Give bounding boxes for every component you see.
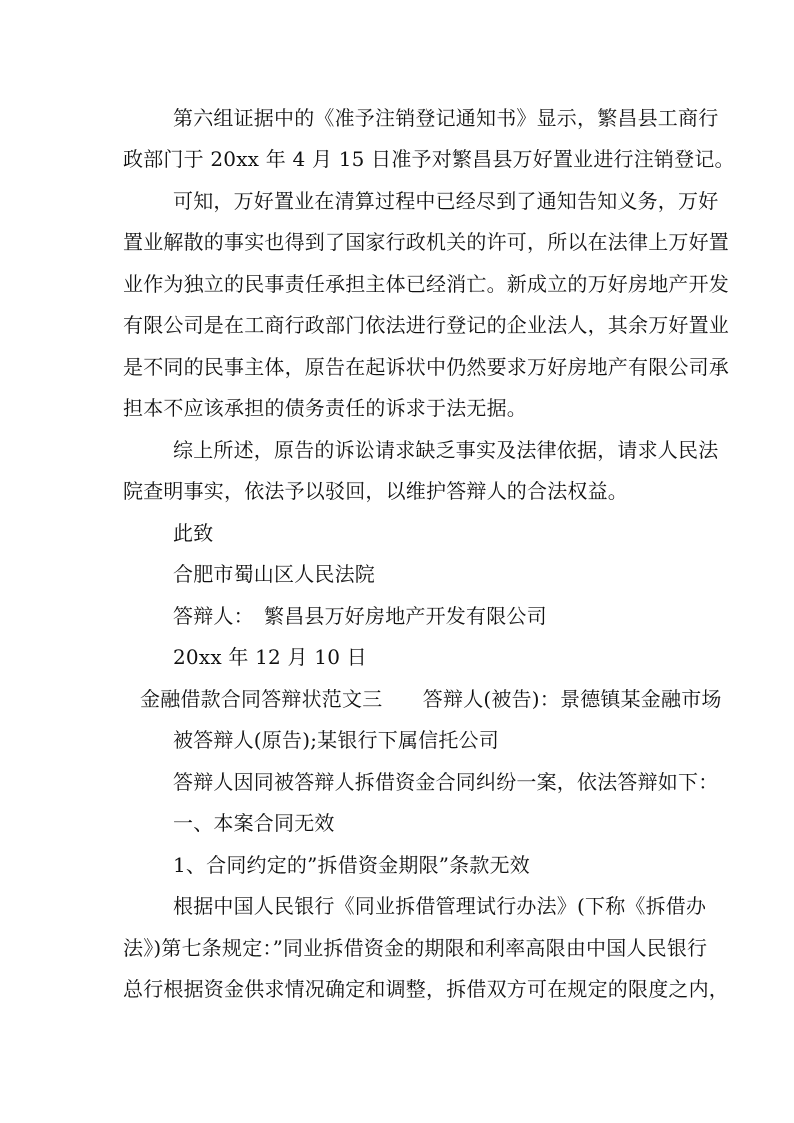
paragraph-line: 被答辩人(原告);某银行下属信托公司 [173,728,499,752]
paragraph-line: 担本不应该承担的债务责任的诉求于法无据。 [123,396,527,420]
heading-line: 一、本案合同无效 [173,811,335,835]
paragraph-line: 业作为独立的民事责任承担主体已经消亡。新成立的万好房地产开发 [123,272,729,296]
paragraph-line: 第六组证据中的《准予注销登记通知书》显示，繁昌县工商行 [173,106,719,130]
paragraph-line: 综上所述，原告的诉讼请求缺乏事实及法律依据，请求人民法 [173,438,719,462]
salutation: 此致 [173,521,214,545]
court-name: 合肥市蜀山区人民法院 [173,562,375,586]
paragraph-line: 总行根据资金供求情况确定和调整，拆借双方可在规定的限度之内， [123,977,729,1001]
section-title: 金融借款合同答辩状范文三 答辩人(被告)：景德镇某金融市场 [140,687,722,711]
paragraph-line: 法》)第七条规定：”同业拆借资金的期限和利率高限由中国人民银行 [123,936,708,960]
paragraph-line: 可知，万好置业在清算过程中已经尽到了通知告知义务，万好 [173,189,719,213]
paragraph-line: 答辩人因同被答辩人拆借资金合同纠纷一案，依法答辩如下： [173,770,719,794]
respondent-signature: 答辩人： 繁昌县万好房地产开发有限公司 [173,604,547,628]
paragraph-line: 是不同的民事主体，原告在起诉状中仍然要求万好房地产有限公司承 [123,355,729,379]
date-line: 20xx 年 12 月 10 日 [173,645,367,669]
paragraph-line: 置业解散的事实也得到了国家行政机关的许可，所以在法律上万好置 [123,230,729,254]
paragraph-line: 政部门于 20xx 年 4 月 15 日准予对繁昌县万好置业进行注销登记。 [123,147,735,171]
paragraph-line: 根据中国人民银行《同业拆借管理试行办法》(下称《拆借办 [173,894,707,918]
subheading-line: 1、合同约定的”拆借资金期限”条款无效 [173,853,530,877]
paragraph-line: 有限公司是在工商行政部门依法进行登记的企业法人，其余万好置业 [123,313,729,337]
paragraph-line: 院查明事实，依法予以驳回，以维护答辩人的合法权益。 [123,479,628,503]
